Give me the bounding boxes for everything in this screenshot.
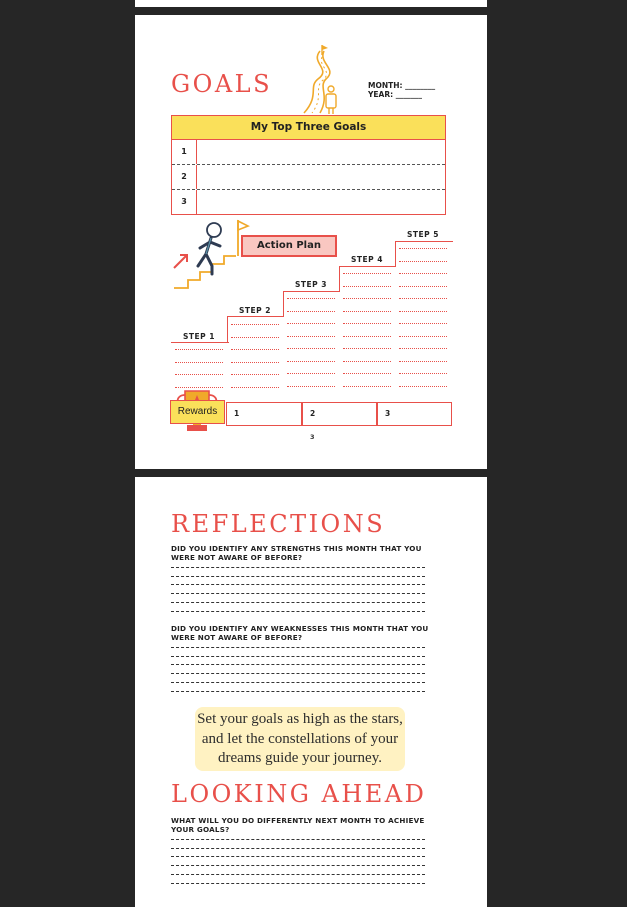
dotted-writing-line: [399, 336, 447, 337]
dotted-writing-line: [399, 248, 447, 249]
dotted-writing-line: [399, 261, 447, 262]
top-goals-table: [171, 115, 446, 215]
dotted-writing-line: [343, 273, 391, 274]
dotted-writing-line: [343, 311, 391, 312]
writing-line: [171, 883, 425, 884]
step-4-line: [339, 266, 396, 292]
action-plan-label: Action Plan: [241, 235, 337, 257]
dotted-writing-line: [231, 349, 279, 350]
reflections-page: [135, 477, 487, 907]
climbing-person-icon: [172, 218, 252, 292]
step-5-line: [395, 241, 453, 267]
dotted-writing-line: [175, 349, 223, 350]
dotted-writing-line: [399, 323, 447, 324]
writing-line: [171, 656, 425, 657]
step-2-label: STEP 2: [239, 306, 271, 315]
goals-page: [135, 15, 487, 469]
writing-line: [171, 691, 425, 692]
dotted-writing-line: [231, 337, 279, 338]
reward-box: [226, 402, 302, 426]
dotted-writing-line: [343, 348, 391, 349]
step-3-label: STEP 3: [295, 280, 327, 289]
month-field: MONTH: ________: [368, 81, 436, 90]
reward-number: 2: [310, 409, 316, 418]
step-5-label: STEP 5: [407, 230, 439, 239]
step-4-label: STEP 4: [351, 255, 383, 264]
writing-line: [171, 647, 425, 648]
dotted-writing-line: [399, 273, 447, 274]
dotted-writing-line: [399, 373, 447, 374]
dotted-writing-line: [399, 311, 447, 312]
dotted-writing-line: [287, 386, 335, 387]
dotted-writing-line: [287, 336, 335, 337]
dotted-writing-line: [399, 348, 447, 349]
year-field: YEAR: _______: [368, 90, 422, 99]
step-3-line: [283, 291, 340, 317]
writing-line: [171, 856, 425, 857]
weaknesses-question: DID YOU IDENTIFY ANY WEAKNESSES THIS MONTH THAT YOU WERE NOT AWARE OF BEFORE?: [171, 624, 429, 642]
writing-line: [171, 865, 425, 866]
goal-row-number: 3: [172, 190, 197, 214]
dotted-writing-line: [343, 361, 391, 362]
writing-line: [171, 576, 425, 577]
reflections-title: REFLECTIONS: [171, 510, 386, 538]
dotted-writing-line: [231, 362, 279, 363]
reward-box: [377, 402, 452, 426]
looking-ahead-title: LOOKING AHEAD: [171, 780, 427, 808]
writing-line: [171, 664, 425, 665]
writing-line: [171, 602, 425, 603]
dotted-writing-line: [287, 323, 335, 324]
reward-box: [302, 402, 377, 426]
dotted-writing-line: [231, 387, 279, 388]
dotted-writing-line: [231, 324, 279, 325]
dotted-writing-line: [287, 311, 335, 312]
writing-line: [171, 682, 425, 683]
top-goals-header: My Top Three Goals: [172, 116, 445, 140]
dotted-writing-line: [231, 374, 279, 375]
goal-row-number: 1: [172, 140, 197, 164]
writing-line: [171, 848, 425, 849]
step-1-line: [171, 342, 229, 343]
writing-line: [171, 673, 425, 674]
writing-line: [171, 874, 425, 875]
goal-row-number: 2: [172, 165, 197, 189]
looking-ahead-question: WHAT WILL YOU DO DIFFERENTLY NEXT MONTH TO ACHIEVE YOUR GOALS?: [171, 816, 425, 834]
winding-road-flag-icon: [290, 43, 350, 115]
goal-row: [172, 165, 445, 190]
dotted-writing-line: [343, 336, 391, 337]
dotted-writing-line: [343, 286, 391, 287]
dotted-writing-line: [343, 298, 391, 299]
goal-row: [172, 140, 445, 165]
dotted-writing-line: [399, 286, 447, 287]
reward-number: 1: [234, 409, 240, 418]
dotted-writing-line: [287, 361, 335, 362]
writing-line: [171, 584, 425, 585]
goals-title: GOALS: [171, 70, 273, 98]
dotted-writing-line: [399, 386, 447, 387]
dotted-writing-line: [343, 386, 391, 387]
dotted-writing-line: [343, 323, 391, 324]
writing-line: [171, 567, 425, 568]
reward-number: 3: [385, 409, 391, 418]
dotted-writing-line: [399, 298, 447, 299]
inspirational-quote: Set your goals as high as the stars, and let the constellations of your dreams guide your journey.: [195, 707, 405, 771]
goal-row: [172, 190, 445, 214]
dotted-writing-line: [287, 298, 335, 299]
dotted-writing-line: [399, 361, 447, 362]
page-number: 3: [310, 433, 315, 441]
writing-line: [171, 611, 425, 612]
dotted-writing-line: [175, 362, 223, 363]
writing-line: [171, 593, 425, 594]
dotted-writing-line: [175, 374, 223, 375]
dotted-writing-line: [287, 373, 335, 374]
step-2-line: [227, 316, 284, 343]
dotted-writing-line: [287, 348, 335, 349]
strengths-question: DID YOU IDENTIFY ANY STRENGTHS THIS MONTH THAT YOU WERE NOT AWARE OF BEFORE?: [171, 544, 422, 562]
writing-line: [171, 839, 425, 840]
dotted-writing-line: [343, 373, 391, 374]
rewards-label: Rewards: [170, 400, 225, 424]
step-1-label: STEP 1: [183, 332, 215, 341]
previous-page-edge: [135, 0, 487, 7]
